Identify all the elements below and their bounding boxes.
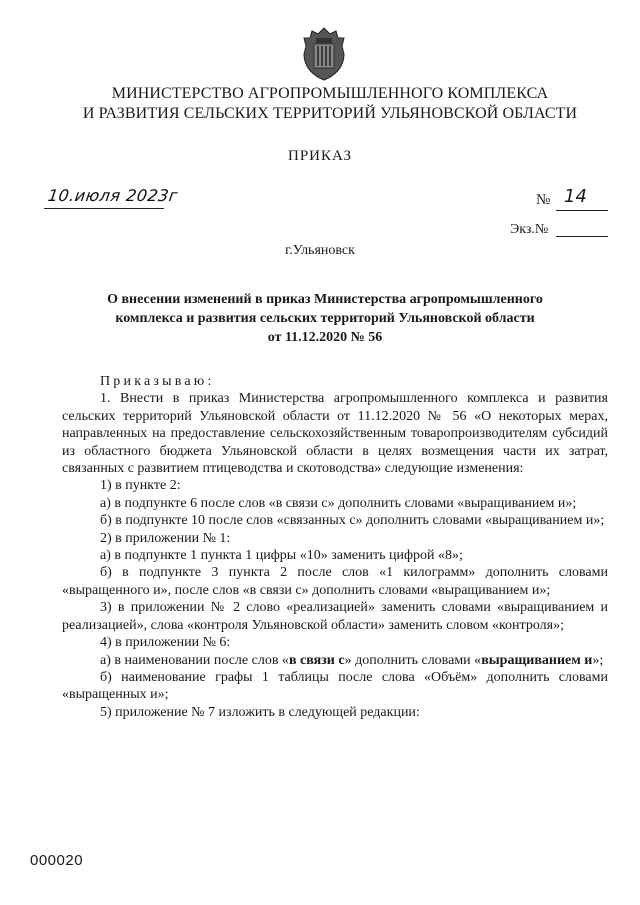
p10-bold-2: выращиванием и [481, 652, 593, 668]
date-underline [44, 208, 164, 209]
paragraph-2: 1) в пункте 2: [100, 478, 181, 494]
ministry-name [60, 84, 600, 124]
paragraph-6: а) в подпункте 1 пункта 1 цифры «10» заменить цифрой «8»; [100, 548, 463, 564]
paragraph-7: б) в подпункте 3 пункта 2 после слов «1 килограмм» дополнить словами «выращенного и», после слов «в связи с» дополнить словами «выращиванием и»; [62, 565, 608, 598]
order-word: Приказываю: [100, 374, 215, 389]
document-code: 000020 [30, 852, 84, 869]
p10-part-e: »; [592, 652, 604, 668]
ministry-line-2: И РАЗВИТИЯ СЕЛЬСКИХ ТЕРРИТОРИЙ УЛЬЯНОВСКОЙ ОБЛАСТИ [82, 105, 578, 122]
paragraph-8: 3) в приложении № 2 слово «реализацией» заменить словами «выращиванием и реализацией», слова «контроля Ульяновской области» заменить словом «контроля»; [62, 600, 608, 633]
paragraph-9: 4) в приложении № 6: [100, 635, 231, 651]
copy-number-underline [556, 236, 608, 237]
number-underline [556, 210, 608, 211]
order-body [62, 373, 608, 721]
p10-part-c: » дополнить словами « [344, 652, 482, 668]
paragraph-1: 1. Внести в приказ Министерства агропромышленного комплекса и развития сельских территорий Ульяновской области от 11.12.2020 № 56 «О некоторых мерах, направленных на предоставление сельскохозяйственным товаропроизводителям субсидий из областного бюджета Ульяновской области в целях возмещения части их затрат, связанных с развитием птицеводства и скотоводства» следующие изменения: [62, 391, 608, 477]
order-subject [100, 290, 550, 347]
number-label: № [536, 192, 551, 208]
city: г.Ульяновск [285, 243, 355, 258]
paragraph-4: б) в подпункте 10 после слов «связанных с» дополнить словами «выращиванием и»; [100, 513, 605, 529]
p10-bold-1: в связи с [288, 652, 345, 668]
handwritten-date: 10.июля 2023г [46, 186, 180, 205]
coat-of-arms-icon [300, 26, 348, 82]
p10-part-a: а) в наименовании после слов « [100, 652, 289, 668]
handwritten-number: 14 [564, 186, 587, 207]
paragraph-5: 2) в приложении № 1: [100, 530, 231, 546]
document-type: ПРИКАЗ [288, 148, 352, 164]
subject-line-2: комплекса и развития сельских территорий Ульяновской области [115, 311, 535, 326]
paragraph-3: а) в подпункте 6 после слов «в связи с» дополнить словами «выращиванием и»; [100, 495, 577, 511]
copy-number-label: Экз.№ [510, 222, 549, 237]
ministry-line-1: МИНИСТЕРСТВО АГРОПРОМЫШЛЕННОГО КОМПЛЕКСА [111, 85, 549, 102]
paragraph-12: 5) приложение № 7 изложить в следующей редакции: [100, 704, 420, 720]
paragraph-11: б) наименование графы 1 таблицы после слова «Объём» дополнить словами «выращенных и»; [62, 669, 608, 703]
subject-line-1: О внесении изменений в приказ Министерства агропромышленного [107, 292, 543, 307]
subject-line-3: от 11.12.2020 № 56 [267, 330, 383, 345]
paragraph-10 [62, 652, 608, 669]
